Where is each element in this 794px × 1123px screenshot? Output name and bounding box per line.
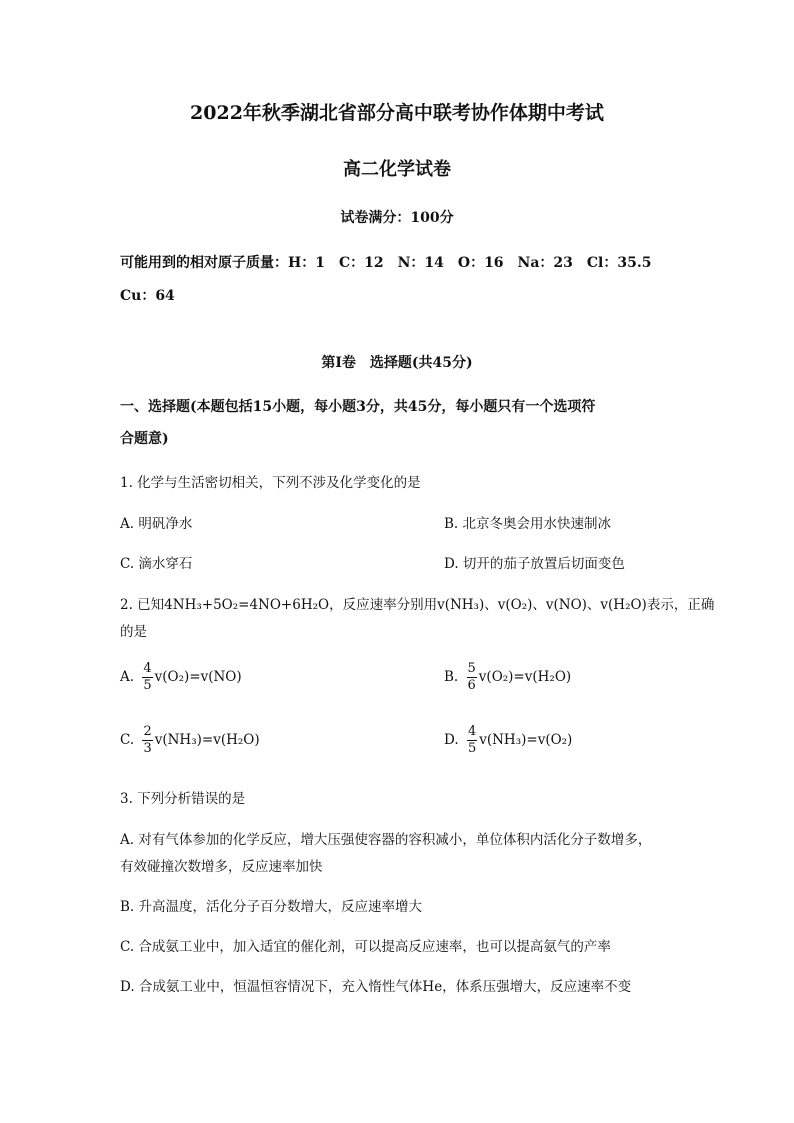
q3-option-c: C. 合成氨工业中，加入适宜的催化剂，可以提高反应速率，也可以提高氨气的产率 xyxy=(120,939,611,955)
fraction xyxy=(467,724,477,757)
option-label: A. xyxy=(120,669,135,685)
q1-stem: 1. 化学与生活密切相关，下列不涉及化学变化的是 xyxy=(120,475,421,491)
fraction-denominator: 5 xyxy=(467,741,477,756)
q1-option-c: C. 滴水穿石 xyxy=(120,556,193,572)
section-instructions-line2: 合题意) xyxy=(120,431,169,447)
atomic-masses-line1: 可能用到的相对原子质量：H：1 C：12 N：14 O：16 Na：23 Cl：35.5 xyxy=(120,255,652,271)
fraction-numerator: 4 xyxy=(467,724,477,739)
q2-stem-line1: 2. 已知4NH₃+5O₂=4NO+6H₂O，反应速率分别用v(NH₃)、v(O₂)、v(NO)、v(H₂O)表示，正确 xyxy=(120,597,715,613)
fraction xyxy=(142,661,152,694)
q3-option-a-line2: 有效碰撞次数增多，反应速率加快 xyxy=(120,859,323,875)
q3-option-d: D. 合成氨工业中，恒温恒容情况下，充入惰性气体He，体系压强增大，反应速率不变 xyxy=(120,979,632,995)
q2-option-d xyxy=(444,724,572,757)
q1-option-b: B. 北京冬奥会用水快速制冰 xyxy=(444,516,612,532)
fraction xyxy=(467,661,477,694)
fraction-denominator: 5 xyxy=(143,678,152,693)
q3-option-b: B. 升高温度，活化分子百分数增大，反应速率增大 xyxy=(120,899,423,915)
fraction-numerator: 4 xyxy=(143,661,152,676)
q2-option-a xyxy=(120,661,242,694)
rate-expression: v(NH₃)=v(O₂) xyxy=(479,732,573,748)
section-title: 第Ⅰ卷 选择题(共45分) xyxy=(321,355,473,371)
rate-expression: v(O₂)=v(NO) xyxy=(154,669,242,685)
rate-expression: v(O₂)=v(H₂O) xyxy=(478,669,572,685)
fraction-denominator: 6 xyxy=(467,678,476,693)
fraction xyxy=(142,724,152,757)
full-score: 试卷满分：100分 xyxy=(340,210,454,226)
option-label: D. xyxy=(444,732,459,748)
q2-option-c xyxy=(120,724,260,757)
fraction-numerator: 2 xyxy=(143,724,152,739)
section-instructions-line1: 一、选择题(本题包括15小题，每小题3分，共45分，每小题只有一个选项符 xyxy=(120,399,596,415)
fraction-numerator: 5 xyxy=(467,661,476,676)
rate-expression: v(NH₃)=v(H₂O) xyxy=(154,732,260,748)
q1-option-d: D. 切开的茄子放置后切面变色 xyxy=(444,556,625,572)
option-label: B. xyxy=(444,669,459,685)
q1-option-a: A. 明矾净水 xyxy=(120,516,193,532)
atomic-masses-line2: Cu：64 xyxy=(120,288,175,304)
exam-title: 2022年秋季湖北省部分高中联考协作体期中考试 xyxy=(190,102,604,124)
option-label: C. xyxy=(120,732,135,748)
q3-option-a-line1: A. 对有气体参加的化学反应，增大压强使容器的容积减小，单位体积内活化分子数增多， xyxy=(120,832,652,848)
exam-subtitle: 高二化学试卷 xyxy=(343,159,451,180)
q2-stem-line2: 的是 xyxy=(120,624,147,640)
fraction-denominator: 3 xyxy=(143,741,152,756)
q3-stem: 3. 下列分析错误的是 xyxy=(120,791,246,807)
q2-option-b xyxy=(444,661,571,694)
